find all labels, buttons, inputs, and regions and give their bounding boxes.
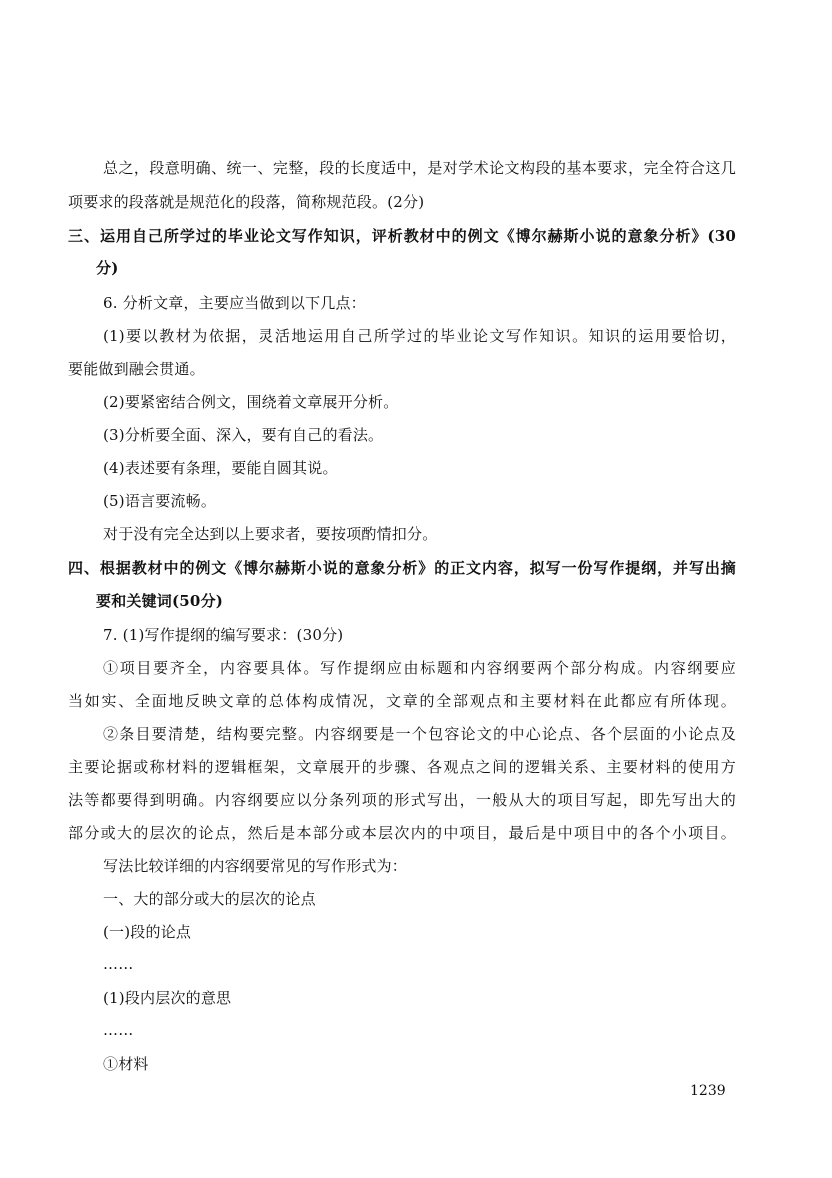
- paragraph-line: (2)要紧密结合例文，围绕着文章展开分析。: [103, 393, 399, 411]
- outline-line: (一)段的论点: [103, 923, 192, 941]
- paragraph-line: (3)分析要全面、深入，要有自己的看法。: [103, 426, 384, 444]
- section-heading-4-cont: 要和关键词(50分): [96, 592, 224, 610]
- paragraph-line: 当如实、全面地反映文章的总体构成情况，文章的全部观点和主要材料在此都应有所体现。: [68, 692, 736, 710]
- section-heading-3-cont: 分): [96, 259, 119, 277]
- paragraph-line: ①项目要齐全，内容要具体。写作提纲应由标题和内容纲要两个部分构成。内容纲要应: [103, 659, 736, 677]
- paragraph-line: (4)表述要有条理，要能自圆其说。: [103, 459, 338, 477]
- paragraph-line: 要能做到融会贯通。: [68, 360, 205, 378]
- paragraph-line: 7. (1)写作提纲的编写要求：(30分): [103, 626, 344, 644]
- paragraph-line: 写法比较详细的内容纲要常见的写作形式为：: [103, 857, 408, 875]
- paragraph-line: 对于没有完全达到以上要求者，要按项酌情扣分。: [103, 525, 438, 543]
- paragraph-line: (1)要以教材为依据，灵活地运用自己所学过的毕业论文写作知识。知识的运用要恰切，: [103, 327, 736, 345]
- paragraph-line: 主要论据或称材料的逻辑框架，文章展开的步骤、各观点之间的逻辑关系、主要材料的使用方: [68, 758, 736, 776]
- paragraph-line: (5)语言要流畅。: [103, 492, 217, 510]
- paragraph-line: ②条目要清楚，结构要完整。内容纲要是一个包容论文的中心论点、各个层面的小论点及: [103, 725, 736, 743]
- ellipsis-line: ……: [103, 1021, 134, 1039]
- ellipsis-line: ……: [103, 955, 134, 973]
- paragraph-line: 法等都要得到明确。内容纲要应以分条列项的形式写出，一般从大的项目写起，即先写出大的: [68, 791, 736, 809]
- page-number: 1239: [690, 1083, 726, 1099]
- outline-line: (1)段内层次的意思: [103, 989, 232, 1007]
- outline-line: 一、大的部分或大的层次的论点: [103, 890, 316, 908]
- paragraph-line: 部分或大的层次的论点，然后是本部分或本层次内的中项目，最后是中项目中的各个小项目。: [68, 824, 736, 842]
- paragraph-line: 6. 分析文章，主要应当做到以下几点：: [103, 294, 366, 312]
- section-heading-4: 四、根据教材中的例文《博尔赫斯小说的意象分析》的正文内容，拟写一份写作提纲，并写出摘: [68, 559, 736, 577]
- outline-line: ①材料: [103, 1055, 149, 1073]
- paragraph-line: 项要求的段落就是规范化的段落，简称规范段。(2分): [68, 193, 425, 211]
- paragraph-line: 总之，段意明确、统一、完整，段的长度适中，是对学术论文构段的基本要求，完全符合这几: [103, 159, 736, 177]
- section-heading-3: 三、运用自己所学过的毕业论文写作知识，评析教材中的例文《博尔赫斯小说的意象分析》(30: [68, 227, 736, 245]
